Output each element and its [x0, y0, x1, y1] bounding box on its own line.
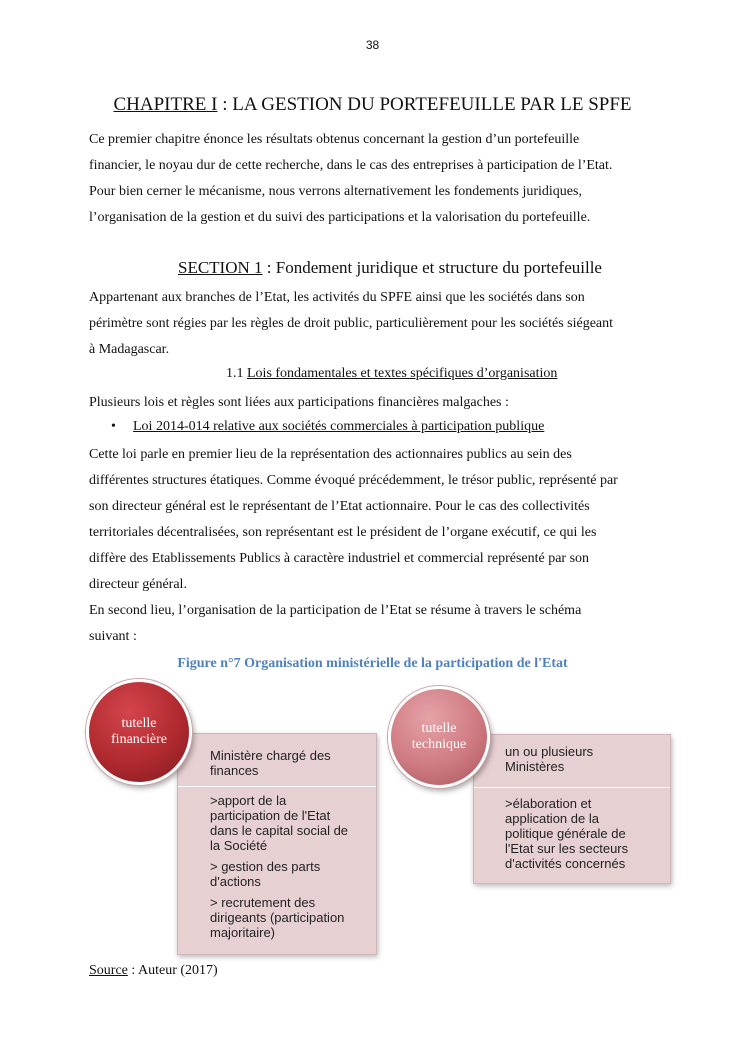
- section-title: [178, 258, 602, 278]
- finance-item-line: dirigeants (participation: [210, 910, 345, 925]
- subsection-title-text: Lois fondamentales et textes spécifiques d’organisation: [247, 366, 558, 381]
- finance-item-line: > recrutement des: [210, 895, 316, 910]
- finance-box-list: [210, 793, 348, 946]
- technical-heading-line: Ministères: [505, 759, 565, 774]
- bullet-dot-icon: •: [111, 419, 116, 434]
- chapter-title: [0, 94, 745, 116]
- finance-list-item: [210, 859, 348, 889]
- intro-line: Pour bien cerner le mécanisme, nous verrons alternativement les fondements juridiques,: [89, 184, 582, 199]
- subsection-number: 1.1: [226, 366, 247, 381]
- section-title-text: : Fondement juridique et structure du portefeuille: [262, 258, 602, 277]
- technical-item-line: politique générale de: [505, 826, 626, 841]
- technical-box-divider: [474, 787, 670, 788]
- body-line: directeur général.: [89, 577, 187, 592]
- finance-item-line: d'actions: [210, 874, 261, 889]
- technical-circle-line: tutelle: [421, 721, 457, 736]
- finance-item-line: participation de l'Etat: [210, 808, 331, 823]
- intro-line: l’organisation de la gestion et du suivi des participations et la valorisation du portefeuille.: [89, 210, 591, 225]
- bullet-item: [111, 419, 544, 435]
- finance-item-line: > gestion des parts: [210, 859, 321, 874]
- technical-item-line: l'Etat sur les secteurs: [505, 841, 629, 856]
- section-line: à Madagascar.: [89, 342, 170, 357]
- finance-box-heading: [210, 748, 331, 778]
- body-line: suivant :: [89, 629, 137, 644]
- body-line: Cette loi parle en premier lieu de la représentation des actionnaires publics au sein des: [89, 447, 572, 462]
- finance-list-item: [210, 895, 348, 940]
- finance-item-line: la Société: [210, 838, 268, 853]
- technical-list-item: [505, 796, 628, 871]
- page-number: 38: [365, 38, 380, 52]
- financial-circle-line: financière: [111, 732, 167, 747]
- source-label: Source: [89, 963, 128, 978]
- body-line: son directeur général est le représentant de l’Etat actionnaire. Pour le cas des collectivités: [89, 499, 590, 514]
- technical-item-line: application de la: [505, 811, 599, 826]
- technical-item-line: d'activités concernés: [505, 856, 626, 871]
- technical-box-list: [505, 796, 628, 877]
- intro-line: financier, le noyau dur de cette recherche, dans le cas des entreprises à participation de l’Etat.: [89, 158, 613, 173]
- finance-item-line: dans le capital social de: [210, 823, 349, 838]
- chapter-title-label: CHAPITRE I: [113, 94, 218, 115]
- body-line: territoriales décentralisées, son représentant est le président de l’organe exécutif, ce qui les: [89, 525, 597, 540]
- section-line: Appartenant aux branches de l’Etat, les activités du SPFE ainsi que les sociétés dans son: [89, 290, 585, 305]
- chapter-title-text: : LA GESTION DU PORTEFEUILLE PAR LE SPFE: [217, 94, 632, 115]
- body-line: différentes structures étatiques. Comme évoqué précédemment, le trésor public, représenté par: [89, 473, 618, 488]
- section-paragraph: [89, 285, 656, 363]
- tutelle-financiere-circle: [86, 679, 192, 785]
- technical-circle-line: technique: [411, 737, 467, 752]
- source-text: : Auteur (2017): [127, 963, 218, 978]
- finance-item-line: majoritaire): [210, 925, 276, 940]
- finance-item-line: >apport de la: [210, 793, 287, 808]
- finance-box-divider: [178, 786, 376, 787]
- financial-circle-line: tutelle: [121, 716, 157, 731]
- intro-line: Ce premier chapitre énonce les résultats obtenus concernant la gestion d’un portefeuille: [89, 132, 580, 147]
- finance-heading-line: finances: [210, 763, 259, 778]
- figure-caption: Figure n°7 Organisation ministérielle de la participation de l'Etat: [177, 656, 568, 671]
- intro-paragraph: [89, 127, 656, 231]
- technical-item-line: >élaboration et: [505, 796, 592, 811]
- section-title-label: SECTION 1: [178, 258, 263, 277]
- technical-heading-line: un ou plusieurs: [505, 744, 594, 759]
- body-line: En second lieu, l’organisation de la participation de l’Etat se résume à travers le schéma: [89, 603, 582, 618]
- body-line: diffère des Etablissements Publics à caractère industriel et commercial représenté par son: [89, 551, 590, 566]
- body-paragraph: [89, 442, 656, 650]
- section-line: périmètre sont régies par les règles de droit public, particulièrement pour les sociétés siégeant: [89, 316, 614, 331]
- technical-box-heading: [505, 744, 593, 774]
- bullet-text: Loi 2014-014 relative aux sociétés commerciales à participation publique: [133, 419, 545, 434]
- finance-ministry-box: [177, 733, 377, 955]
- subsection-title: [226, 366, 557, 382]
- tutelle-technique-circle: [388, 686, 490, 788]
- subsection-lead: Plusieurs lois et règles sont liées aux participations financières malgaches :: [89, 395, 509, 410]
- finance-list-item: [210, 793, 348, 853]
- source-line: [89, 963, 218, 979]
- finance-heading-line: Ministère chargé des: [210, 748, 331, 763]
- technical-ministries-box: [473, 734, 671, 884]
